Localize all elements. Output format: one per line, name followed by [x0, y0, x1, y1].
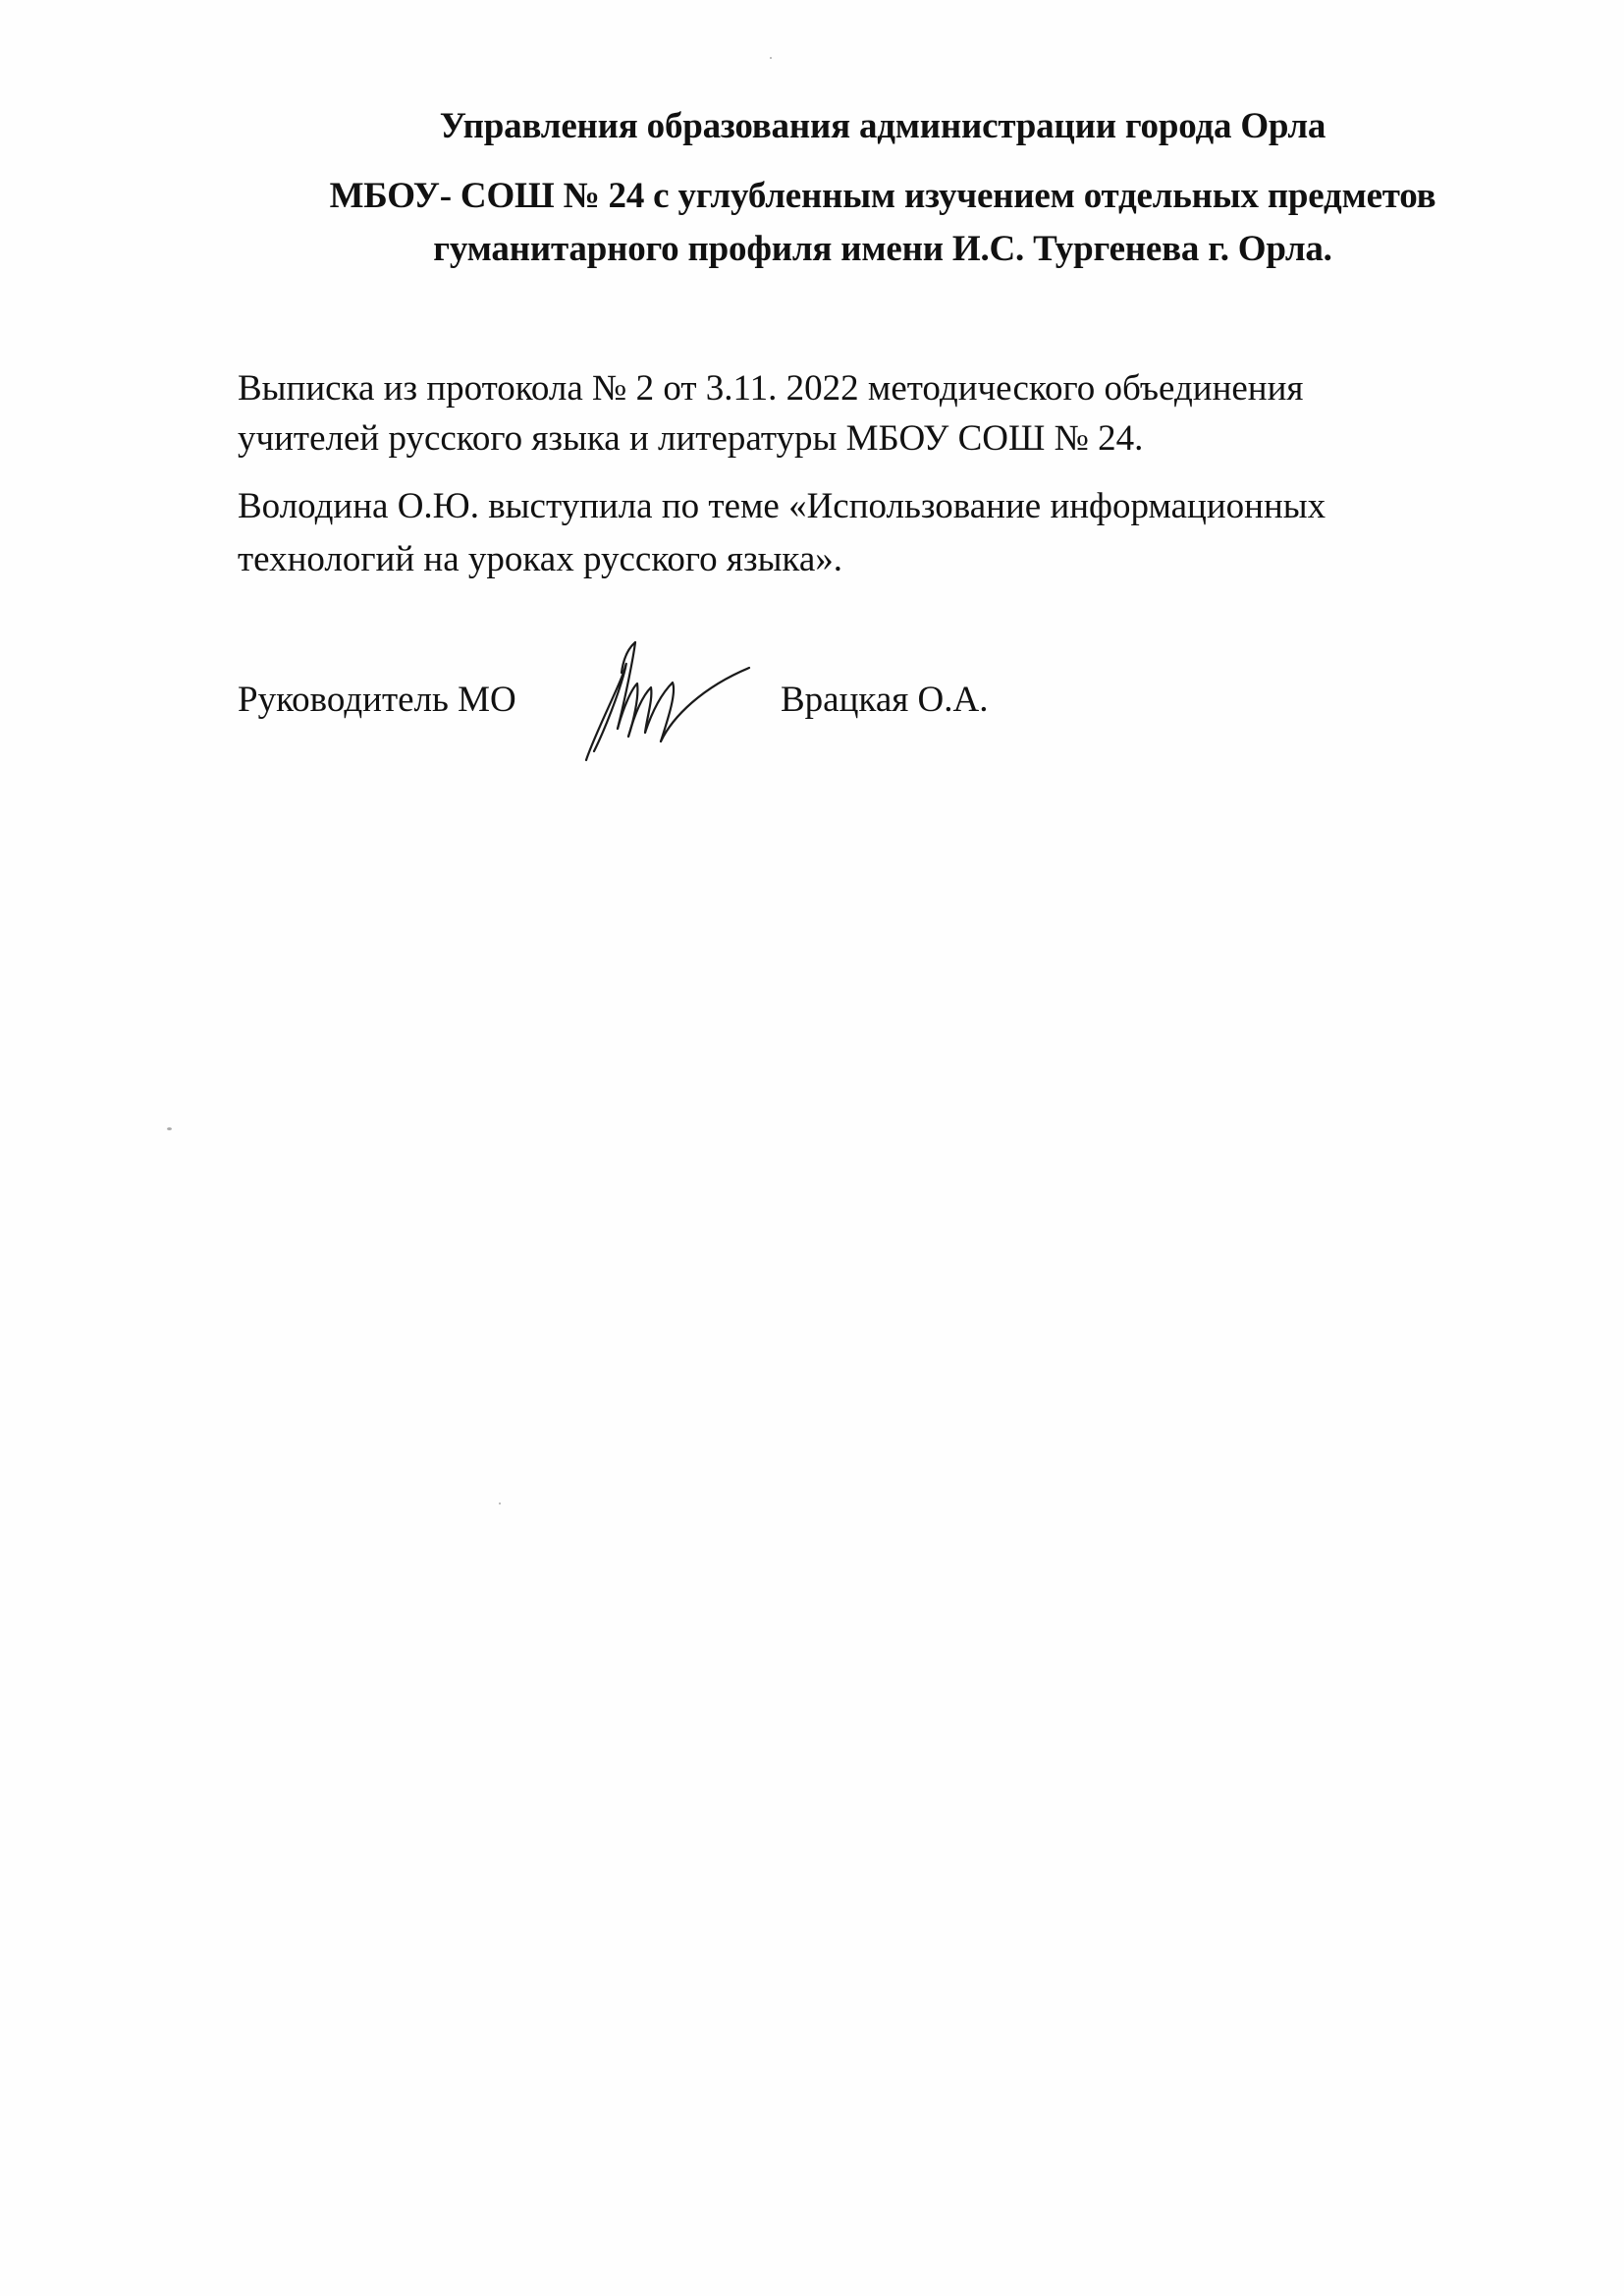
- protocol-extract-line-1: Выписка из протокола № 2 от 3.11. 2022 методического объединения: [238, 368, 1304, 409]
- handwritten-signature-icon: [574, 638, 771, 766]
- scan-speck: [499, 1503, 501, 1504]
- protocol-extract-line-2: учителей русского языка и литературы МБОУ СОШ № 24.: [238, 418, 1144, 459]
- speech-topic-line-2: технологий на уроках русского языка».: [238, 539, 843, 579]
- speech-topic-line-1: Володина О.Ю. выступила по теме «Использование информационных: [238, 486, 1326, 526]
- header-school-name: МБОУ- СОШ № 24 с углубленным изучением отдельных предметов: [329, 176, 1436, 216]
- header-school-name-cont: гуманитарного профиля имени И.С. Тургенева г. Орла.: [433, 229, 1332, 269]
- header-authority: Управления образования администрации города Орла: [439, 106, 1326, 146]
- scan-speck: [770, 57, 772, 59]
- signer-name: Врацкая О.А.: [781, 680, 989, 720]
- signer-role: Руководитель МО: [238, 680, 516, 720]
- scan-speck: [167, 1127, 172, 1130]
